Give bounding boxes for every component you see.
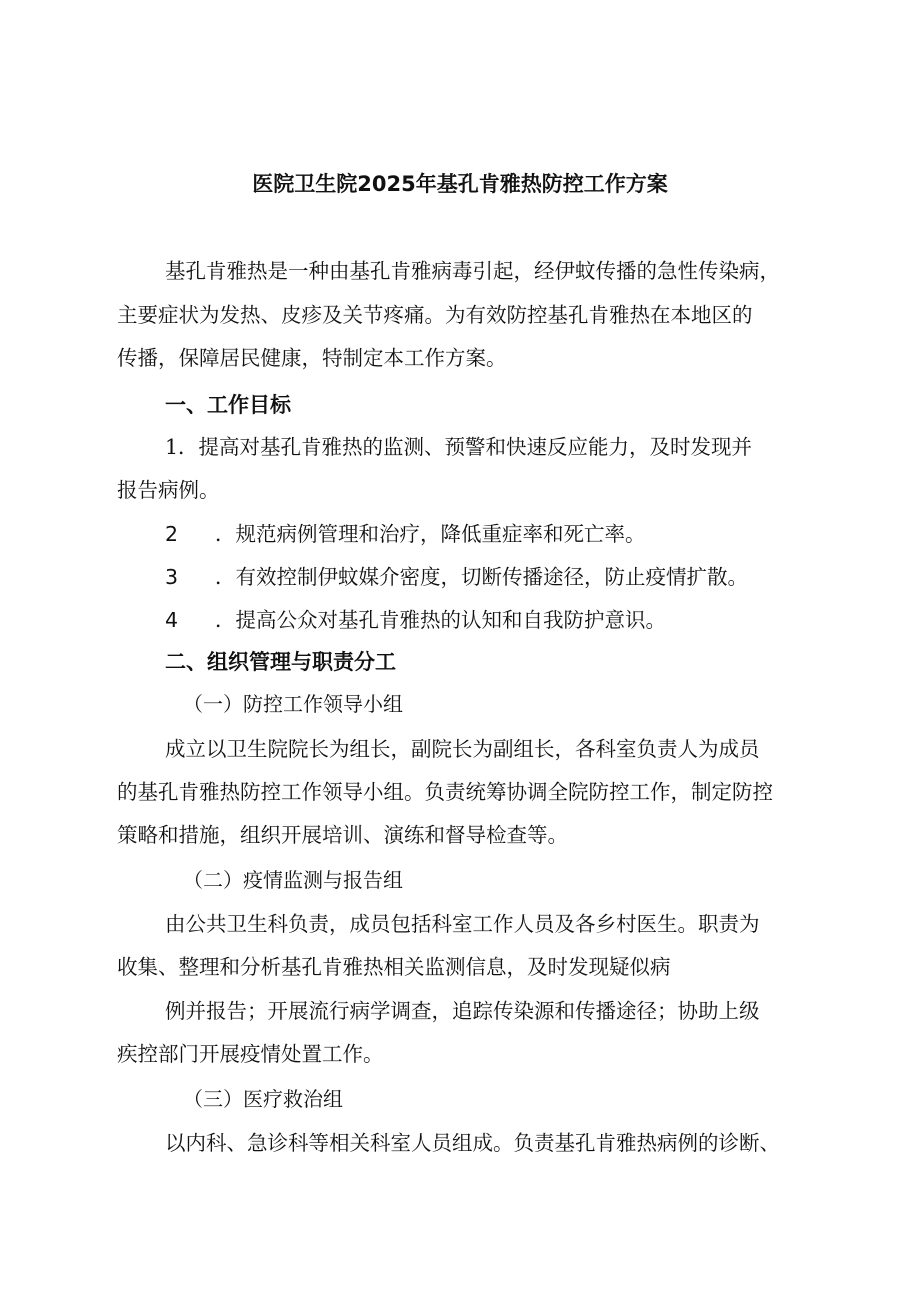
treatment-line-1: 以内科、急诊科等相关科室人员组成。负责基孔肯雅热病例的诊断、: [165, 1131, 780, 1155]
group-title-leadership: （一）防控工作领导小组: [183, 692, 403, 716]
surveillance-line-1: 由公共卫生科负责，成员包括科室工作人员及各乡村医生。职责为: [165, 912, 760, 936]
section-heading-goals: 一、工作目标: [165, 393, 291, 417]
leadership-line-3: 策略和措施，组织开展培训、演练和督导检查等。: [117, 823, 568, 847]
goal-item-4-number: 4: [165, 608, 179, 632]
goal-item-3-text: ．有效控制伊蚊媒介密度，切断传播途径，防止疫情扩散。: [215, 565, 748, 589]
intro-line-1: 基孔肯雅热是一种由基孔肯雅病毒引起，经伊蚊传播的急性传染病，: [165, 259, 780, 283]
goal-item-4: [165, 606, 666, 634]
intro-line-3: 传播，保障居民健康，特制定本工作方案。: [117, 346, 507, 370]
goal-item-1-line-1: 1．提高对基孔肯雅热的监测、预警和快速反应能力，及时发现并: [165, 435, 753, 459]
goal-item-3: [165, 563, 748, 591]
leadership-line-1: 成立以卫生院院长为组长，副院长为副组长，各科室负责人为成员: [165, 737, 760, 761]
group-title-surveillance: （二）疫情监测与报告组: [183, 868, 403, 892]
goal-item-2-number: 2: [165, 522, 179, 546]
goal-item-2: [165, 520, 646, 548]
surveillance-line-4: 疾控部门开展疫情处置工作。: [117, 1042, 384, 1066]
document-title: 医院卫生院2025年基孔肯雅热防控工作方案: [252, 172, 668, 196]
group-title-treatment: （三）医疗救治组: [183, 1087, 343, 1111]
surveillance-line-2: 收集、整理和分析基孔肯雅热相关监测信息，及时发现疑似病: [117, 955, 671, 979]
section-heading-organization: 二、组织管理与职责分工: [165, 650, 396, 674]
goal-item-4-text: ．提高公众对基孔肯雅热的认知和自我防护意识。: [215, 608, 666, 632]
surveillance-line-3: 例并报告；开展流行病学调查，追踪传染源和传播途径；协助上级: [165, 999, 760, 1023]
goal-item-1-line-2: 报告病例。: [117, 478, 220, 502]
goal-item-3-number: 3: [165, 565, 179, 589]
goal-item-2-text: ．规范病例管理和治疗，降低重症率和死亡率。: [215, 522, 646, 546]
intro-line-2: 主要症状为发热、皮疹及关节疼痛。为有效防控基孔肯雅热在本地区的: [117, 303, 753, 327]
leadership-line-2: 的基孔肯雅热防控工作领导小组。负责统筹协调全院防控工作，制定防控: [117, 780, 773, 804]
